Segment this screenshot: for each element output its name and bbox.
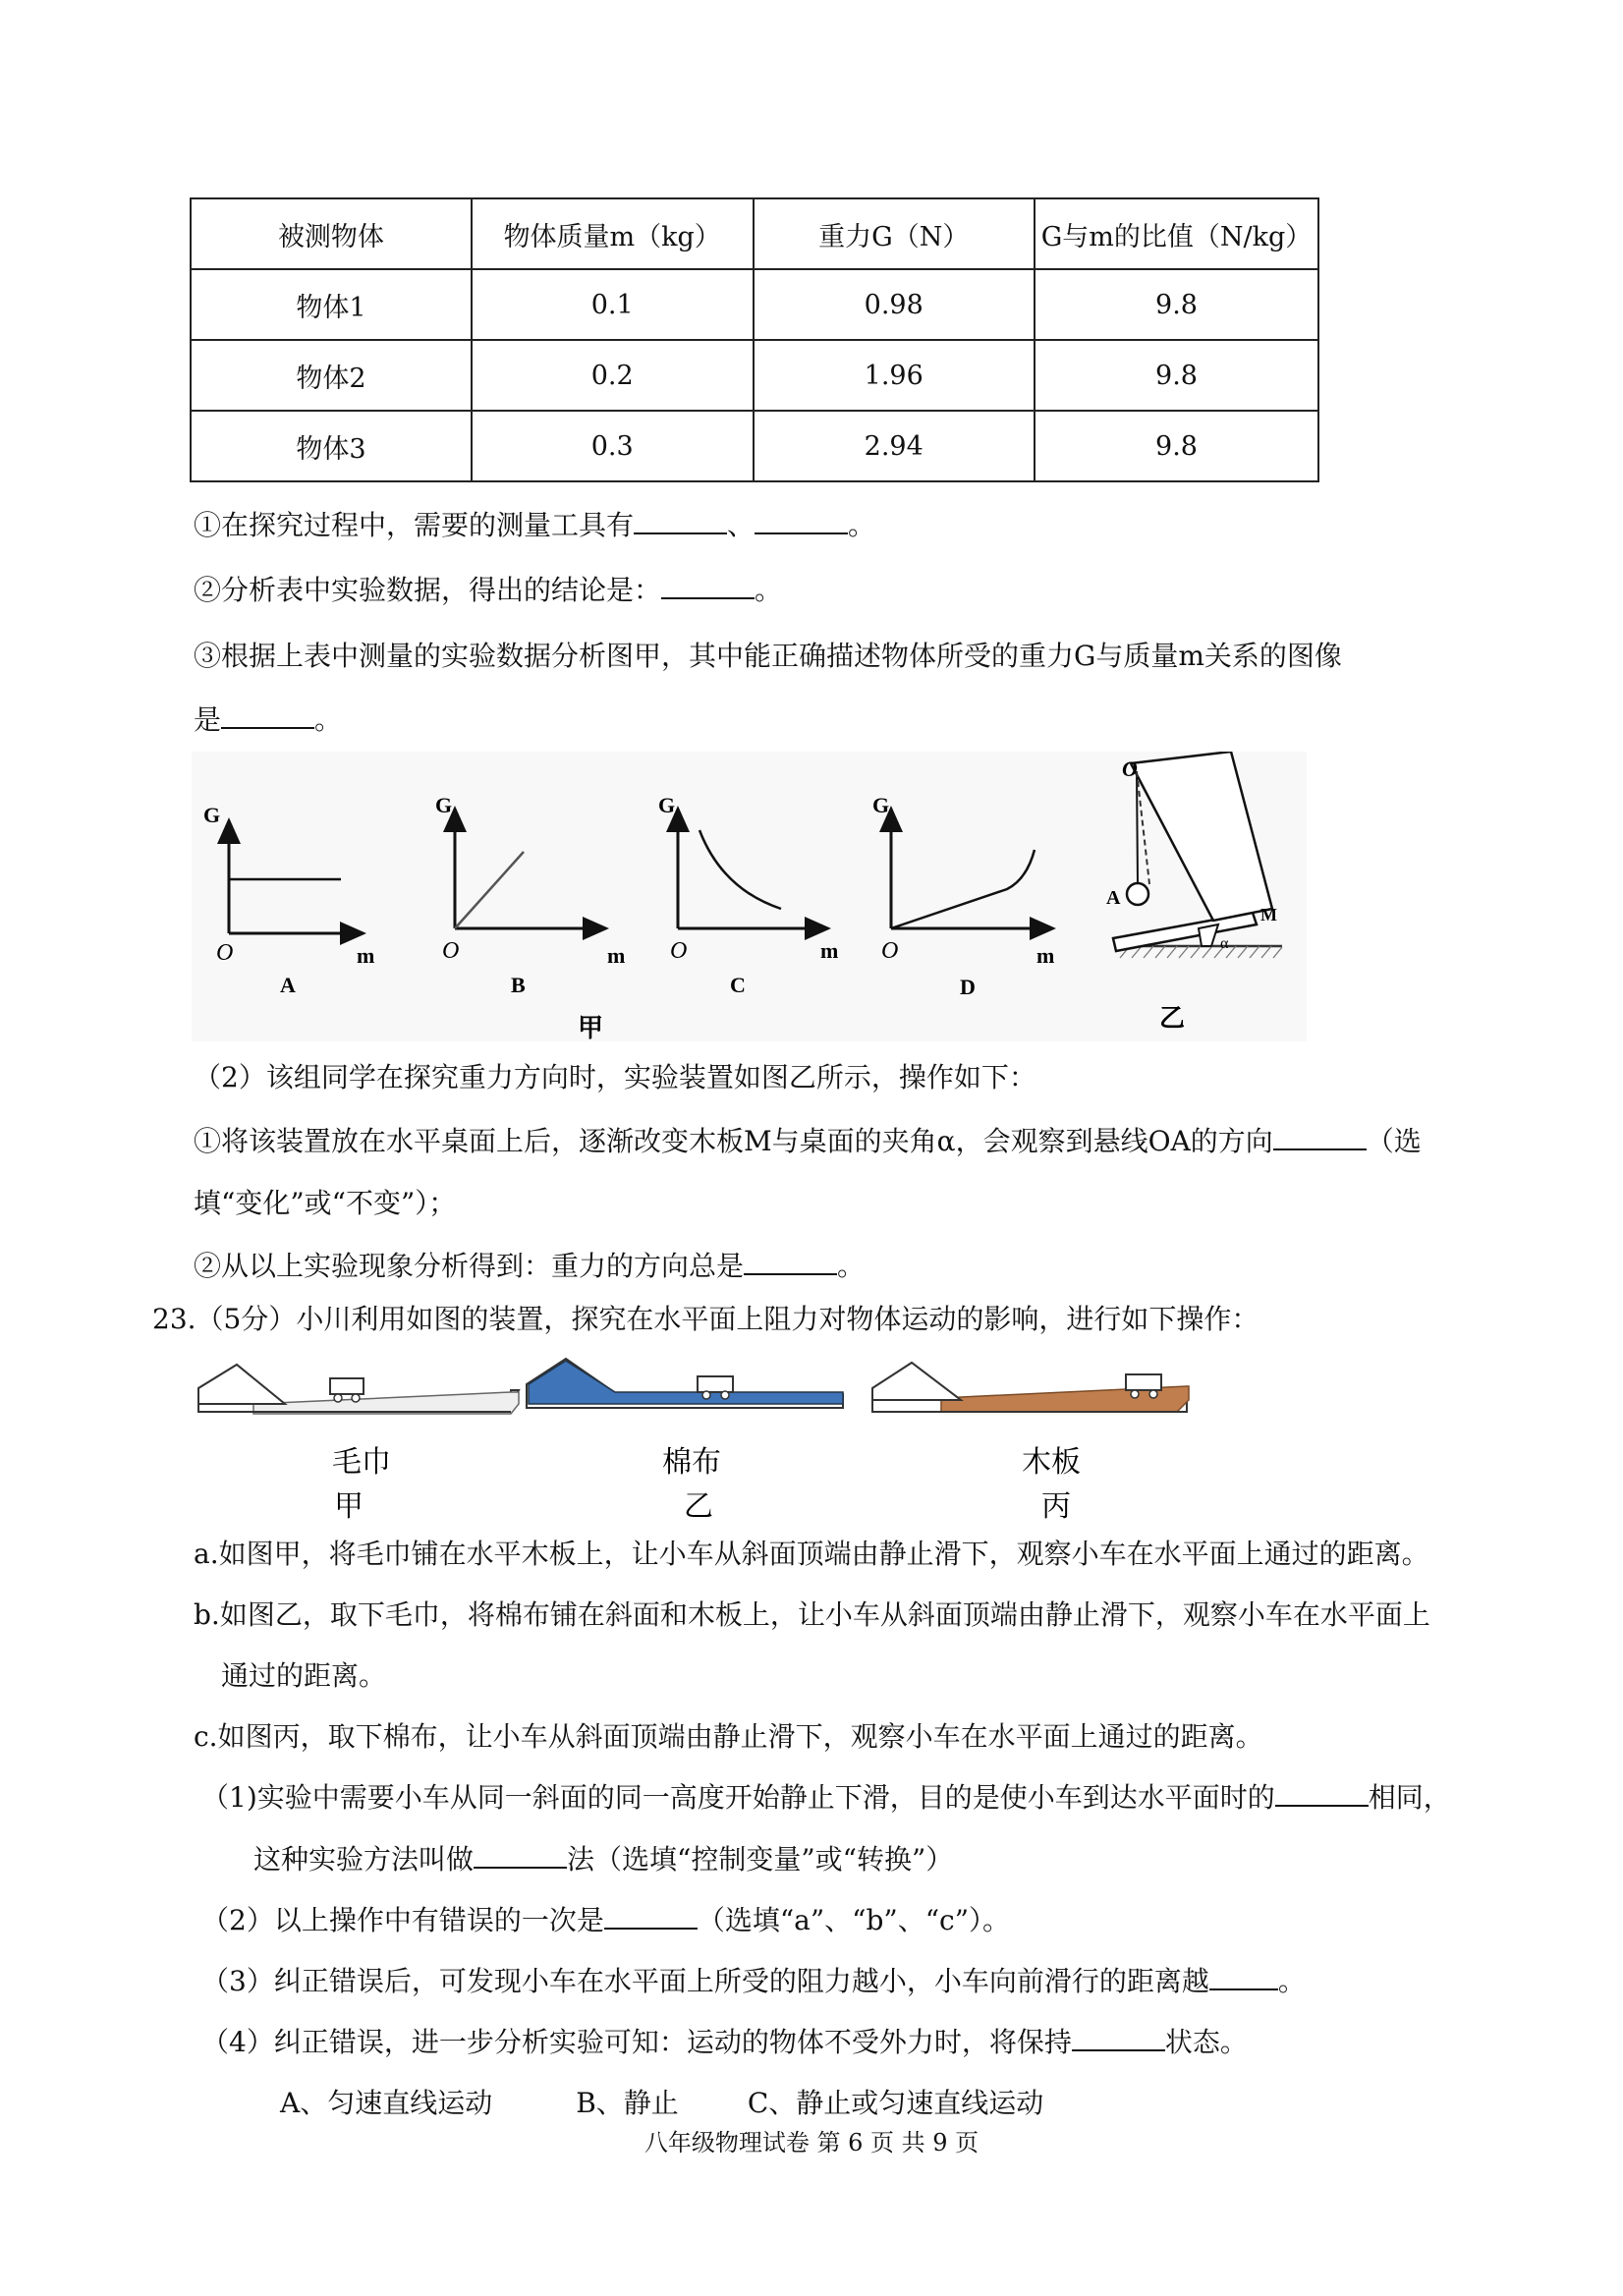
figure-caption-jia: 甲 bbox=[578, 1014, 604, 1041]
answer-blank[interactable] bbox=[1273, 1125, 1367, 1150]
page-footer: 八年级物理试卷 第 6 页 共 9 页 bbox=[644, 2129, 979, 2156]
label-alpha: α bbox=[1220, 935, 1229, 952]
setup-cotton bbox=[527, 1359, 843, 1524]
surface-caption: 甲 bbox=[334, 1489, 364, 1524]
table-cell: 0.98 bbox=[754, 269, 1035, 340]
q23-step-c: c.如图丙，取下棉布，让小车从斜面顶端由静止滑下，观察小车在水平面上通过的距离。 bbox=[194, 1720, 1263, 1753]
figure-caption-yi: 乙 bbox=[1159, 1004, 1186, 1034]
table-cell: 0.2 bbox=[472, 340, 754, 411]
q23-sub-3: （3）纠正错误后，可发现小车在水平面上所受的阻力越小，小车向前滑行的距离越 。 bbox=[201, 1965, 1306, 1997]
answer-blank[interactable] bbox=[221, 703, 314, 729]
answer-blank[interactable] bbox=[744, 1250, 837, 1275]
graph-label: B bbox=[511, 973, 526, 997]
option-b: B、静止 bbox=[576, 2087, 679, 2119]
axis-m-label: m bbox=[820, 938, 839, 963]
q23-sub-1-cont: 这种实验方法叫做 法（选填“控制变量”或“转换”） bbox=[253, 1843, 954, 1876]
answer-blank[interactable] bbox=[1209, 1965, 1278, 1990]
setup-wood bbox=[872, 1363, 1189, 1524]
axis-g-label: G bbox=[203, 803, 221, 827]
label-o: O bbox=[1122, 756, 1138, 781]
answer-blank[interactable] bbox=[1275, 1781, 1369, 1807]
origin-label: O bbox=[216, 940, 234, 966]
surface-label: 毛巾 bbox=[332, 1445, 391, 1480]
label-m: M bbox=[1260, 905, 1277, 924]
q23-title: 23.（5分）小川利用如图的装置，探究在水平面上阻力对物体运动的影响，进行如下操作： bbox=[152, 1303, 1259, 1335]
surface-label: 棉布 bbox=[662, 1445, 721, 1480]
table-cell: 0.1 bbox=[472, 269, 754, 340]
answer-blank[interactable] bbox=[604, 1904, 698, 1930]
q22-item-3: ③根据上表中测量的实验数据分析图甲，其中能正确描述物体所受的重力G与质量m关系的图像 bbox=[194, 640, 1342, 672]
axis-g-label: G bbox=[435, 793, 453, 817]
table-header-cell: G与m的比值（N/kg） bbox=[1035, 198, 1318, 269]
table-header-cell: 重力G（N） bbox=[754, 198, 1035, 269]
table-cell: 物体3 bbox=[191, 411, 472, 481]
q23-step-b: b.如图乙，取下毛巾，将棉布铺在斜面和木板上，让小车从斜面顶端由静止滑下，观察小车在水平面上 bbox=[194, 1598, 1430, 1631]
q22-item-3-cont: 是 。 bbox=[194, 703, 343, 736]
origin-label: O bbox=[442, 938, 460, 964]
option-a: A、匀速直线运动 bbox=[280, 2087, 493, 2119]
axis-m-label: m bbox=[357, 943, 375, 968]
data-table bbox=[190, 197, 1319, 482]
figure-jia-yi bbox=[192, 752, 1307, 1041]
graph-label: A bbox=[280, 973, 296, 997]
origin-label: O bbox=[670, 938, 688, 964]
q23-step-b-cont: 通过的距离。 bbox=[221, 1659, 387, 1692]
q22-part2-item-2: ②从以上实验现象分析得到：重力的方向总是 。 bbox=[194, 1250, 866, 1282]
q22-part2-title: （2）该组同学在探究重力方向时，实验装置如图乙所示，操作如下： bbox=[194, 1061, 1036, 1093]
table-cell: 物体1 bbox=[191, 269, 472, 340]
answer-blank[interactable] bbox=[1072, 2026, 1165, 2051]
q23-sub-2: （2）以上操作中有错误的一次是 （选填“a”、“b”、“c”）。 bbox=[201, 1904, 1011, 1936]
table-header-cell: 被测物体 bbox=[191, 198, 472, 269]
table-cell: 9.8 bbox=[1035, 269, 1318, 340]
q22-part2-item-1: ①将该装置放在水平桌面上后，逐渐改变木板M与桌面的夹角α，会观察到悬线OA的方向 （选 bbox=[194, 1125, 1422, 1157]
axis-m-label: m bbox=[607, 943, 626, 968]
answer-blank[interactable] bbox=[755, 509, 848, 534]
answer-blank[interactable] bbox=[634, 509, 727, 534]
graph-label: D bbox=[960, 975, 976, 999]
answer-blank[interactable] bbox=[474, 1843, 567, 1869]
table-row bbox=[191, 269, 1318, 340]
q23-step-a: a.如图甲，将毛巾铺在水平木板上，让小车从斜面顶端由静止滑下，观察小车在水平面上通过的距离。 bbox=[194, 1538, 1429, 1570]
table-cell: 0.3 bbox=[472, 411, 754, 481]
label-a: A bbox=[1106, 887, 1121, 909]
surface-caption: 乙 bbox=[684, 1489, 713, 1524]
answer-blank[interactable] bbox=[661, 574, 755, 599]
q23-options bbox=[280, 2084, 1043, 2123]
table-cell: 2.94 bbox=[754, 411, 1035, 481]
axis-g-label: G bbox=[872, 793, 890, 817]
setup-towel bbox=[198, 1365, 519, 1524]
table-header-row bbox=[191, 198, 1318, 269]
q23-sub-4: （4）纠正错误，进一步分析实验可知：运动的物体不受外力时，将保持 状态。 bbox=[201, 2026, 1248, 2058]
table-cell: 1.96 bbox=[754, 340, 1035, 411]
axis-m-label: m bbox=[1036, 943, 1055, 968]
graph-label: C bbox=[730, 973, 746, 997]
table-row bbox=[191, 411, 1318, 481]
q22-item-1: ①在探究过程中，需要的测量工具有 、 。 bbox=[194, 509, 876, 541]
figure-q23-surfaces bbox=[195, 1349, 1197, 1526]
table-cell: 物体2 bbox=[191, 340, 472, 411]
axis-g-label: G bbox=[658, 793, 676, 817]
q23-sub-1: （1)实验中需要小车从同一斜面的同一高度开始静止下滑，目的是使小车到达水平面时的 相同， bbox=[201, 1781, 1451, 1814]
table-row bbox=[191, 340, 1318, 411]
table-cell: 9.8 bbox=[1035, 411, 1318, 481]
table-header-cell: 物体质量m（kg） bbox=[472, 198, 754, 269]
q22-item-2: ②分析表中实验数据，得出的结论是： 。 bbox=[194, 574, 783, 606]
q22-part2-item-1-cont: 填“变化”或“不变”）； bbox=[194, 1187, 457, 1219]
surface-caption: 丙 bbox=[1041, 1489, 1071, 1524]
option-c: C、静止或匀速直线运动 bbox=[747, 2087, 1044, 2119]
origin-label: O bbox=[881, 938, 899, 964]
surface-label: 木板 bbox=[1022, 1445, 1081, 1480]
table-cell: 9.8 bbox=[1035, 340, 1318, 411]
